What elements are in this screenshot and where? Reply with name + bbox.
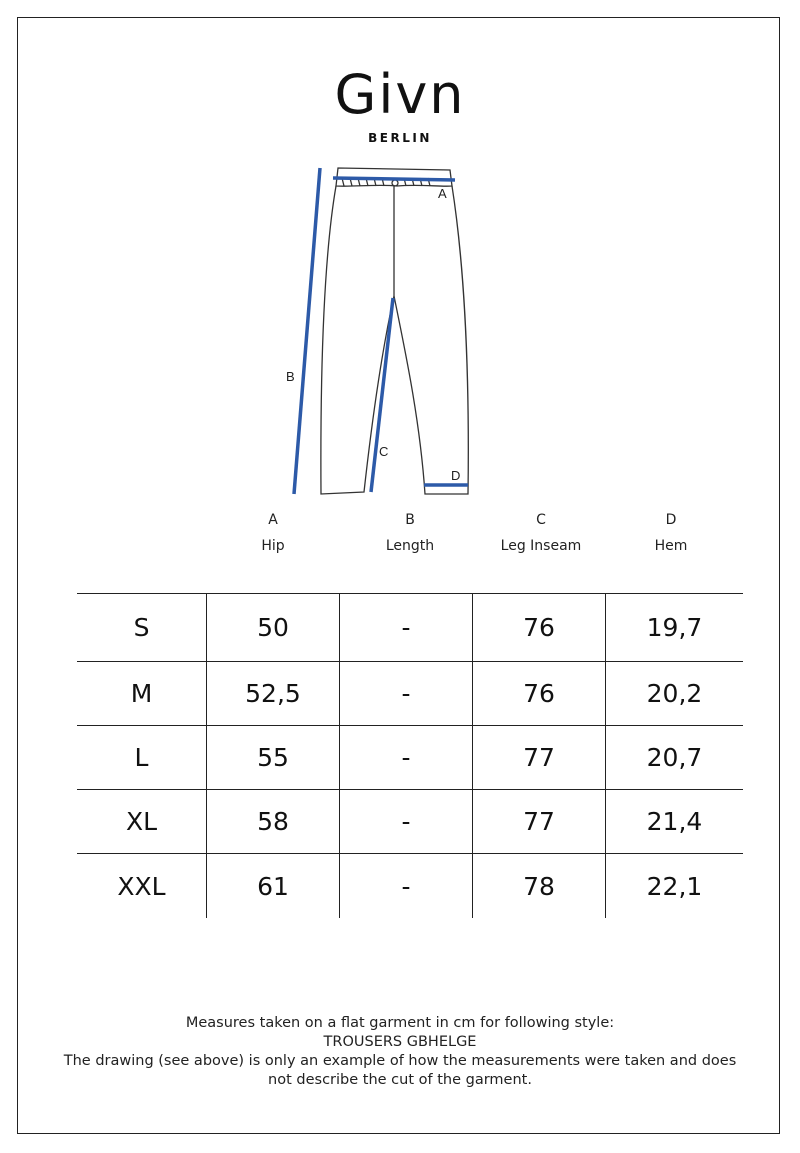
size-cell: L (134, 743, 149, 772)
trousers-outline (321, 168, 468, 494)
size-cell: M (130, 679, 153, 708)
length-cell: - (339, 854, 472, 918)
table-row (77, 853, 743, 918)
column-letter: C (536, 512, 546, 528)
footer-line: Measures taken on a flat garment in cm for following style: (185, 1015, 615, 1031)
inseam-cell: 77 (472, 790, 605, 853)
hip-cell: 50 (206, 594, 339, 661)
hip-cell: 52,5 (206, 662, 339, 725)
brand-logo: Givn (334, 63, 466, 126)
length-cell: - (339, 662, 472, 725)
footer-line: not describe the cut of the garment. (268, 1072, 532, 1088)
measure-line-c (371, 298, 393, 492)
size-cell: XXL (117, 871, 166, 901)
column-name: Leg Inseam (500, 538, 582, 554)
trousers-diagram (270, 160, 500, 500)
size-table (77, 593, 743, 918)
inseam-cell: 76 (472, 594, 605, 661)
inseam-cell: 76 (472, 662, 605, 725)
column-name: Length (385, 538, 435, 554)
hip-cell: 55 (206, 726, 339, 789)
column-letter: A (268, 512, 278, 528)
length-cell: - (339, 790, 472, 853)
table-row (77, 789, 743, 853)
label-c: C (379, 444, 389, 459)
inseam-cell: 78 (472, 854, 605, 918)
label-a: A (438, 186, 447, 201)
footer-style-name: TROUSERS GBHELGE (323, 1034, 477, 1050)
table-row (77, 725, 743, 789)
hem-cell: 19,7 (605, 594, 743, 661)
measure-line-a (333, 178, 455, 180)
hem-cell: 20,7 (605, 726, 743, 789)
length-cell: - (339, 726, 472, 789)
size-cell: XL (125, 807, 158, 836)
column-letter: D (665, 512, 677, 528)
table-row (77, 661, 743, 725)
hip-cell: 61 (206, 854, 339, 918)
hem-cell: 22,1 (605, 854, 743, 918)
measure-line-b (294, 168, 320, 494)
hem-cell: 21,4 (605, 790, 743, 853)
label-d: D (451, 468, 461, 483)
length-cell: - (339, 594, 472, 661)
inseam-cell: 77 (472, 726, 605, 789)
column-name: Hip (261, 538, 285, 554)
column-head-a (193, 512, 353, 554)
label-b: B (286, 369, 295, 384)
table-row (77, 593, 743, 661)
size-cell: S (133, 613, 150, 642)
footer-line: The drawing (see above) is only an example of how the measurements were taken and does (63, 1053, 737, 1069)
column-letter: B (405, 512, 415, 528)
column-name: Hem (654, 538, 688, 554)
hem-cell: 20,2 (605, 662, 743, 725)
column-head-d (591, 512, 751, 554)
hip-cell: 58 (206, 790, 339, 853)
brand-sublogo: BERLIN (368, 131, 432, 145)
footer-note (30, 1014, 770, 1090)
